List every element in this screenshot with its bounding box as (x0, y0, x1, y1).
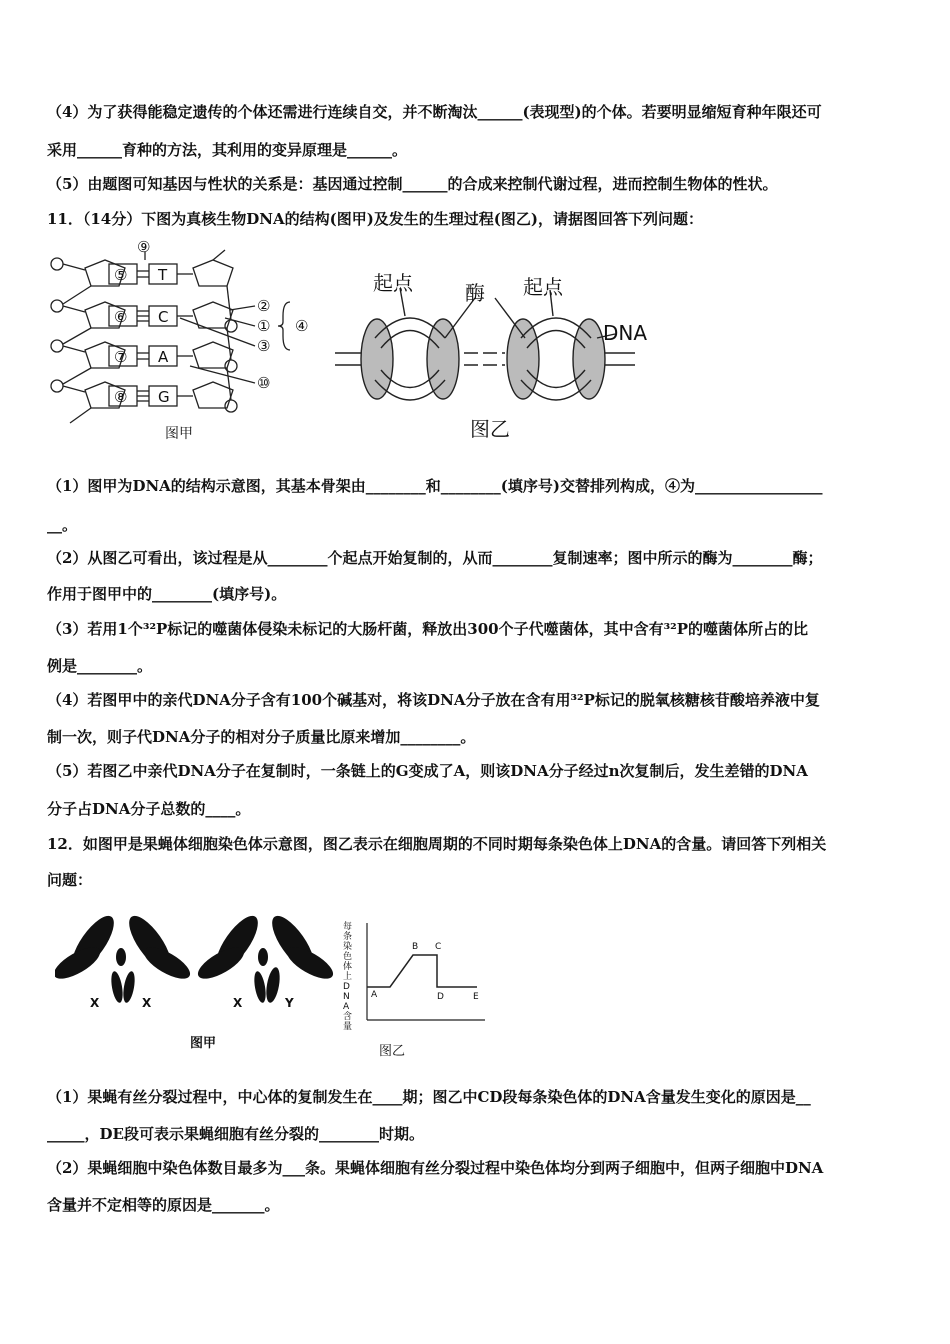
q11-4-line2: 制一次，则子代DNA分子的相对分子质量比原来增加________。 (47, 728, 476, 746)
chrom-label-x2: X (142, 996, 152, 1010)
dna-replication-diagram (335, 268, 665, 448)
base-A: A (158, 348, 169, 366)
circled-number-7: ⑦ (114, 348, 128, 366)
callout-3: ③ (257, 337, 271, 355)
fig-yi2-caption: 图乙 (379, 1044, 406, 1059)
callout-2: ② (257, 297, 271, 315)
chrom-label-x1: X (90, 996, 100, 1010)
q11-4-line1: （4）若图甲中的亲代DNA分子含有100个碱基对，将该DNA分子放在含有用³²P标记的脱氧核糖核苷酸培养液中复 (47, 691, 820, 709)
q11-title: 11．（14分）下图为真核生物DNA的结构(图甲)及发生的生理过程(图乙)，请据图回答下列问题： (47, 210, 703, 228)
q11-1-line2: __。 (47, 516, 78, 534)
q12-1-line2: _____，DE段可表示果蝇细胞有丝分裂的________时期。 (47, 1125, 424, 1143)
point-A: A (371, 990, 378, 1000)
chromosome-diagram (55, 915, 340, 1055)
y-axis-label: 每条染色体上 D N A 含量 (343, 922, 353, 1032)
chrom-label-y: Y (285, 996, 294, 1010)
point-C: C (435, 942, 442, 952)
base-G: G (158, 388, 170, 406)
enzyme-label: 酶 (465, 281, 485, 305)
q11-2-line1: （2）从图乙可看出，该过程是从________个起点开始复制的，从而________复制速率；图中所示的酶为________酶； (47, 549, 823, 567)
point-D: D (437, 992, 444, 1002)
dna-structure-diagram (45, 238, 330, 448)
circled-number-6: ⑥ (114, 308, 128, 326)
q12-2-line1: （2）果蝇细胞中染色体数目最多为___条。果蝇体细胞有丝分裂过程中染色体均分到两子细胞中，但两子细胞中DNA (47, 1159, 824, 1177)
chrom-label-x3: X (233, 996, 243, 1010)
q12-title-line1: 12．如图甲是果蝇体细胞染色体示意图，图乙表示在细胞周期的不同时期每条染色体上DNA的含量。请回答下列相关 (47, 835, 827, 853)
q12-1-line1: （1）果蝇有丝分裂过程中，中心体的复制发生在____期；图乙中CD段每条染色体的DNA含量发生变化的原因是__ (47, 1088, 811, 1106)
q11-3-line2: 例是________。 (47, 657, 153, 675)
q11-5-line2: 分子占DNA分子总数的____。 (47, 800, 251, 818)
q11-2-line2: 作用于图甲中的________(填序号)。 (47, 585, 287, 603)
q11-1-line1: （1）图甲为DNA的结构示意图，其基本骨架由________和________(填序号)交替排列构成，④为_________________ (47, 477, 823, 495)
callout-9: ⑨ (137, 238, 151, 256)
callout-10: ⑩ (257, 374, 271, 392)
q11-3-line1: （3）若用1个³²P标记的噬菌体侵染未标记的大肠杆菌，释放出300个子代噬菌体，其中含有³²P的噬菌体所占的比 (47, 620, 809, 638)
origin-label-2: 起点 (523, 275, 563, 299)
point-E: E (473, 992, 479, 1002)
q12-2-line2: 含量并不定相等的原因是_______。 (47, 1196, 280, 1214)
base-T: T (158, 266, 168, 284)
fig-yi-caption: 图乙 (470, 417, 510, 441)
base-C: C (158, 308, 169, 326)
point-B: B (412, 942, 419, 952)
dna-label: DNA (603, 321, 648, 345)
q12-title-line2: 问题： (47, 871, 93, 889)
fig-jia-caption: 图甲 (165, 426, 193, 442)
circled-number-5: ⑤ (114, 266, 128, 284)
callout-4: ④ (295, 317, 309, 335)
q11-5-line1: （5）若图乙中亲代DNA分子在复制时，一条链上的G变成了A，则该DNA分子经过n次复制后，发生差错的DNA (47, 762, 808, 780)
callout-1: ① (257, 317, 271, 335)
q10-4-line2: 采用______育种的方法，其利用的变异原理是______。 (47, 141, 408, 159)
q10-5-line: （5）由题图可知基因与性状的关系是：基因通过控制______的合成来控制代谢过程，进而控制生物体的性状。 (47, 175, 778, 193)
q10-4-line1: （4）为了获得能稳定遗传的个体还需进行连续自交，并不断淘汰______(表现型)的个体。若要明显缩短育种年限还可 (47, 103, 822, 121)
origin-label-1: 起点 (373, 271, 413, 295)
circled-number-8: ⑧ (114, 388, 128, 406)
dna-content-graph (335, 915, 495, 1060)
fig-jia2-caption: 图甲 (190, 1036, 217, 1051)
